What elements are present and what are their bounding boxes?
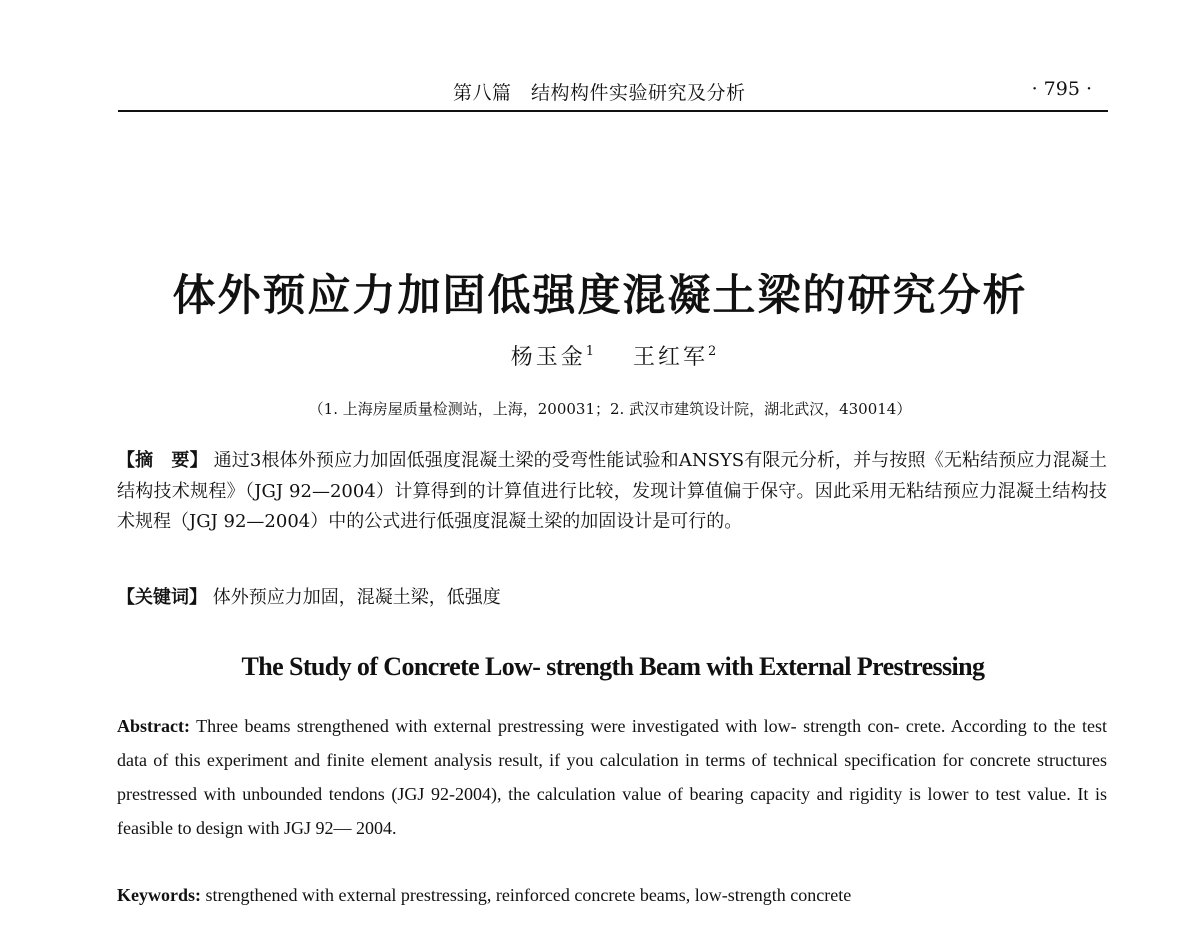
abstract-english-label: Abstract: [117,716,190,736]
author-affiliations: （1. 上海房屋质量检测站，上海，200031；2. 武汉市建筑设计院，湖北武汉，430014） [308,400,912,418]
keywords-chinese-label: 【关键词】 [117,587,207,608]
author-name: 王红军 [633,345,709,370]
running-header-title: 第八篇 结构构件实验研究及分析 [453,82,746,104]
keywords-english-text: strengthened with external prestressing, reinforced concrete beams, low-strength concrete [205,885,852,905]
author-name: 杨玉金 [510,345,586,370]
abstract-english-text: Three beams strengthened with external prestressing were investigated with low- strength con- crete. According to the test data of this experiment and finite element analysis result, if you calculation in terms of technical specification for concrete structures prestressed with unbounded tendons (JGJ 92-2004), the calculation value of bearing capacity and rigidity is lower to test value. It is feasible to design with JGJ 92— 2004. [117,716,1107,838]
page-number: · 795 · [1031,78,1092,100]
keywords-english-label: Keywords: [117,885,201,905]
abstract-chinese-text: 通过3根体外预应力加固低强度混凝土梁的受弯性能试验和ANSYS有限元分析，并与按照《无粘结预应力混凝土结构技术规程》（JGJ 92—2004）计算得到的计算值进行比较，发现计算值偏于保守。因此采用无粘结预应力混凝土结构技术规程（JGJ 92—2004）中的公式进行低强度混凝土梁的加固设计是可行的。 [117,450,1107,532]
abstract-english [117,709,1107,845]
running-header [118,74,1108,112]
paper-title-chinese: 体外预应力加固低强度混凝土梁的研究分析 [172,271,1028,321]
abstract-chinese [117,446,1107,538]
author-list [0,340,1200,371]
abstract-chinese-label: 【摘 要】 [117,450,208,471]
paper-title-english: The Study of Concrete Low- strength Beam with External Prestressing [241,652,985,681]
keywords-chinese-text: 体外预应力加固，混凝土梁，低强度 [212,587,501,608]
author-affiliation-mark: 2 [708,344,720,359]
keywords-chinese [117,583,1107,613]
author-affiliation-mark: 1 [585,344,597,359]
keywords-english [117,880,1107,910]
